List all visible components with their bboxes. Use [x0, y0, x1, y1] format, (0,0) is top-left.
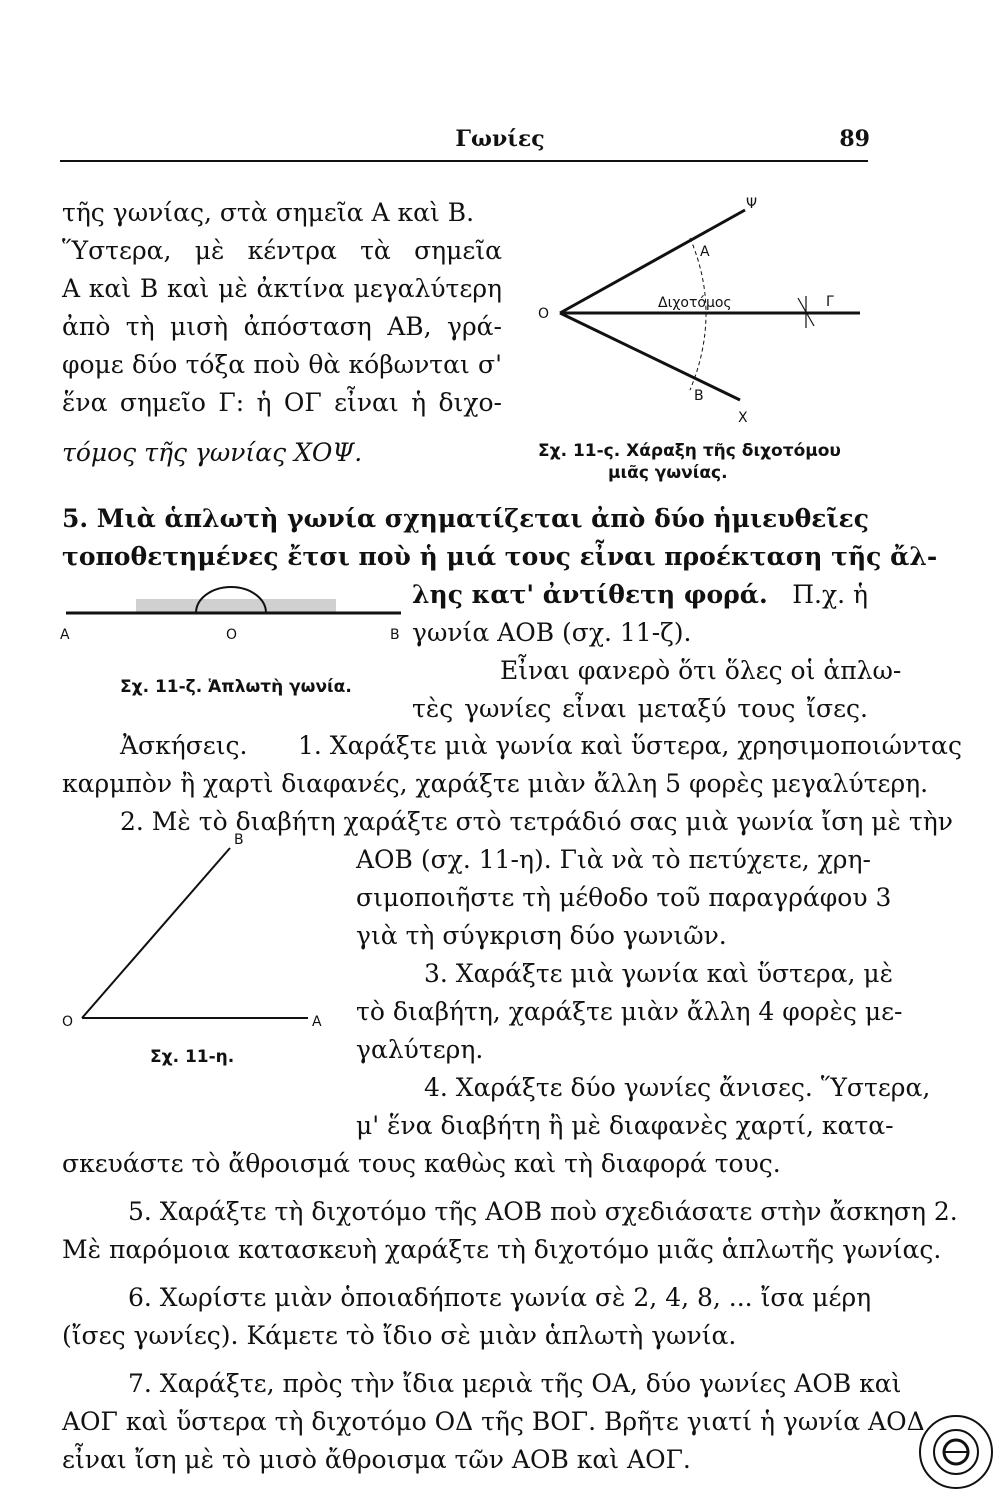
exercise-1-line-2: καρμπὸν ἢ χαρτὶ διαφανές, χαράξτε μιὰν ἄλλη 5 φορὲς μεγαλύτερη. [62, 769, 929, 798]
exercise-2-line-4: γιὰ τὴ σύγκριση δύο γωνιῶν. [356, 921, 727, 950]
exercise-4-line-1: 4. Χαράξτε δύο γωνίες ἄνισες. Ὕστερα, [424, 1073, 931, 1102]
section5-line-5: Εἶναι φανερὸ ὅτι ὅλες οἱ ἁπλω- [500, 656, 902, 685]
exercise-6-line-1: 6. Χωρίστε μιὰν ὁποιαδήποτε γωνία σὲ 2, 4, 8, ... ἴσα μέρη [128, 1283, 872, 1312]
library-stamp [916, 1412, 996, 1492]
bisector-figure [530, 190, 870, 430]
exercise-7-line-2: ΑΟΓ καὶ ὕστερα τὴ διχοτόμο ΟΔ τῆς ΒΟΓ. Βρῆτε γιατί ἡ γωνία ΑΟΔ [62, 1407, 925, 1436]
fig-11eta-caption: Σχ. 11-η. [150, 1047, 235, 1067]
section5-line-4: γωνία ΑΟΒ (σχ. 11-ζ). [412, 618, 692, 647]
straight-angle-figure [56, 585, 416, 645]
section5-line-3b: Π.χ. ἡ [792, 580, 868, 609]
label-g: Γ [826, 294, 834, 310]
shading [136, 599, 336, 613]
section5-line-3a: λης κατ' ἀντίθετη φορά. [412, 580, 768, 609]
running-title: Γωνίες [455, 126, 545, 152]
exercise-7-line-3: εἶναι ἴση μὲ τὸ μισὸ ἄθροισμα τῶν ΑΟΒ καὶ ΑΟΓ. [62, 1445, 691, 1474]
exercise-2-line-1: 2. Μὲ τὸ διαβήτη χαράξτε στὸ τετράδιό σας μιὰ γωνία ἴση μὲ τὴν [120, 807, 953, 836]
exercise-5-line-1: 5. Χαράξτε τὴ διχοτόμο τῆς ΑΟΒ ποὺ σχεδιάσατε στὴν ἄσκηση 2. [128, 1197, 958, 1226]
label-b: Β [234, 832, 244, 848]
label-a: Α [60, 627, 70, 643]
exercise-6-line-2: (ἴσες γωνίες). Κάμετε τὸ ἴδιο σὲ μιὰν ἁπλωτὴ γωνία. [62, 1321, 737, 1350]
section5-line-1: 5. Μιὰ ἁπλωτὴ γωνία σχηματίζεται ἀπὸ δύο ἡμιευθεῖες [62, 504, 869, 533]
exercise-3-line-3: γαλύτερη. [356, 1035, 484, 1064]
intro-line-7: τόμος τῆς γωνίας ΧΟΨ. [62, 438, 363, 467]
page-number: 89 [839, 126, 870, 152]
label-bisector: Διχοτόμος [658, 295, 732, 311]
label-b: Β [390, 627, 400, 643]
label-a: Α [700, 244, 710, 260]
intro-line-4: ἀπὸ τὴ μισὴ ἀπόσταση ΑΒ, γρά- [62, 312, 502, 341]
label-o: Ο [538, 306, 550, 322]
exercise-3-line-1: 3. Χαράξτε μιὰ γωνία καὶ ὕστερα, μὲ [424, 959, 894, 988]
intro-line-6: ἕνα σημεῖο Γ: ἡ ΟΓ εἶναι ἡ διχο- [62, 388, 502, 417]
exercise-7-line-1: 7. Χαράξτε, πρὸς τὴν ἴδια μεριὰ τῆς ΟΑ, δύο γωνίες ΑΟΒ καὶ [128, 1369, 902, 1398]
exercise-4-line-2: μ' ἕνα διαβήτη ἢ μὲ διαφανὲς χαρτί, κατα- [356, 1111, 894, 1140]
exercises-heading: Ἀσκήσεις. [120, 731, 248, 760]
exercise-1-line-1: 1. Χαράξτε μιὰ γωνία καὶ ὕστερα, χρησιμοποιώντας [298, 731, 962, 760]
exercise-5-line-2: Μὲ παρόμοια κατασκευὴ χαράξτε τὴ διχοτόμο μιᾶς ἁπλωτῆς γωνίας. [62, 1235, 942, 1264]
label-o: Ο [62, 1014, 74, 1030]
section5-line-2: τοποθετημένες ἔτσι ποὺ ἡ μιά τους εἶναι προέκταση τῆς ἄλ- [62, 542, 938, 571]
label-a: Α [312, 1014, 322, 1030]
ray-ob [82, 848, 230, 1018]
exercise-2-line-2: ΑΟΒ (σχ. 11-η). Γιὰ νὰ τὸ πετύχετε, χρη- [356, 845, 871, 874]
angle-aob-figure [60, 830, 350, 1030]
label-b: Β [694, 388, 704, 404]
section5-line-6: τὲς γωνίες εἶναι μεταξύ τους ἴσες. [412, 694, 868, 723]
header-rule [60, 160, 868, 162]
label-x: Χ [738, 410, 748, 426]
intro-line-2: Ὕστερα, μὲ κέντρα τὰ σημεῖα [62, 236, 502, 265]
fig-11s-caption-1: Σχ. 11-ς. Χάραξη τῆς διχοτόμου [538, 441, 841, 461]
intro-line-1: τῆς γωνίας, στὰ σημεῖα Α καὶ Β. [62, 198, 475, 227]
label-psi: Ψ [746, 196, 758, 212]
intro-line-3: Α καὶ Β καὶ μὲ ἀκτίνα μεγαλύτερη [62, 274, 502, 303]
exercise-2-line-3: σιμοποιῆστε τὴ μέθοδο τοῦ παραγράφου 3 [356, 883, 892, 912]
fig-11z-caption: Σχ. 11-ζ. Ἁπλωτὴ γωνία. [120, 677, 352, 697]
exercise-3-line-2: τὸ διαβήτη, χαράξτε μιὰν ἄλλη 4 φορὲς με- [356, 997, 903, 1026]
fig-11s-caption-2: μιᾶς γωνίας. [608, 463, 728, 483]
exercise-4-line-3: σκευάστε τὸ ἄθροισμά τους καθὼς καὶ τὴ διαφορά τους. [62, 1149, 781, 1178]
intro-line-5: φομε δύο τόξα ποὺ θὰ κόβωνται σ' [62, 350, 502, 379]
ray-x [560, 313, 740, 400]
label-o: Ο [226, 627, 238, 643]
